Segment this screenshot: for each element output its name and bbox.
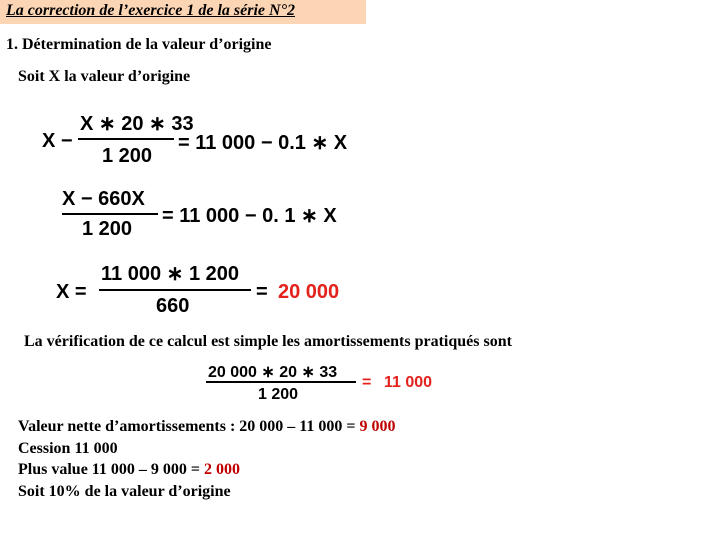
eq2-rhs: = 11 000 − 0. 1 ∗ X bbox=[162, 205, 337, 227]
eq2-denominator: 1 200 bbox=[82, 218, 133, 240]
verif-numerator: 20 000 ∗ 20 ∗ 33 bbox=[208, 364, 338, 381]
eq3-result: 20 000 bbox=[278, 281, 340, 303]
eq2-numerator: X − 660X bbox=[62, 188, 145, 210]
eq3-numerator: 11 000 ∗ 1 200 bbox=[101, 263, 239, 285]
conclusion-line: Soit 10% de la valeur d’origine bbox=[18, 483, 231, 500]
net-value-amount: 9 000 bbox=[359, 418, 396, 435]
eq1-lhs: X − bbox=[42, 130, 73, 152]
net-value-label: Valeur nette d’amortissements : 20 000 – 11 000 = bbox=[18, 418, 360, 435]
eq3-equals: = bbox=[256, 281, 268, 303]
capital-gain-label: Plus value 11 000 – 9 000 = bbox=[18, 461, 205, 478]
verification-text: La vérification de ce calcul est simple les amortissements pratiqués sont bbox=[24, 333, 512, 350]
page-title: La correction de l’exercice 1 de la série N°2 bbox=[6, 2, 295, 19]
capital-gain-line bbox=[18, 461, 240, 479]
verif-equals: = bbox=[362, 374, 372, 391]
section-heading: 1. Détermination de la valeur d’origine bbox=[6, 36, 272, 53]
eq3-denominator: 660 bbox=[156, 295, 190, 317]
cession-line: Cession 11 000 bbox=[18, 440, 118, 457]
eq3-lhs: X = bbox=[56, 281, 87, 303]
capital-gain-amount: 2 000 bbox=[204, 461, 241, 478]
eq3-fraction-bar bbox=[99, 289, 251, 291]
eq1-numerator: X ∗ 20 ∗ 33 bbox=[80, 113, 194, 135]
eq2-fraction-bar bbox=[62, 213, 158, 215]
intro-text: Soit X la valeur d’origine bbox=[18, 68, 191, 85]
verif-result: 11 000 bbox=[384, 374, 433, 391]
eq1-fraction-bar bbox=[78, 138, 174, 140]
verif-fraction-bar bbox=[206, 381, 356, 383]
eq1-denominator: 1 200 bbox=[102, 145, 153, 167]
eq1-rhs: = 11 000 − 0.1 ∗ X bbox=[178, 132, 348, 154]
net-value-line bbox=[18, 418, 396, 436]
verif-denominator: 1 200 bbox=[258, 386, 299, 403]
